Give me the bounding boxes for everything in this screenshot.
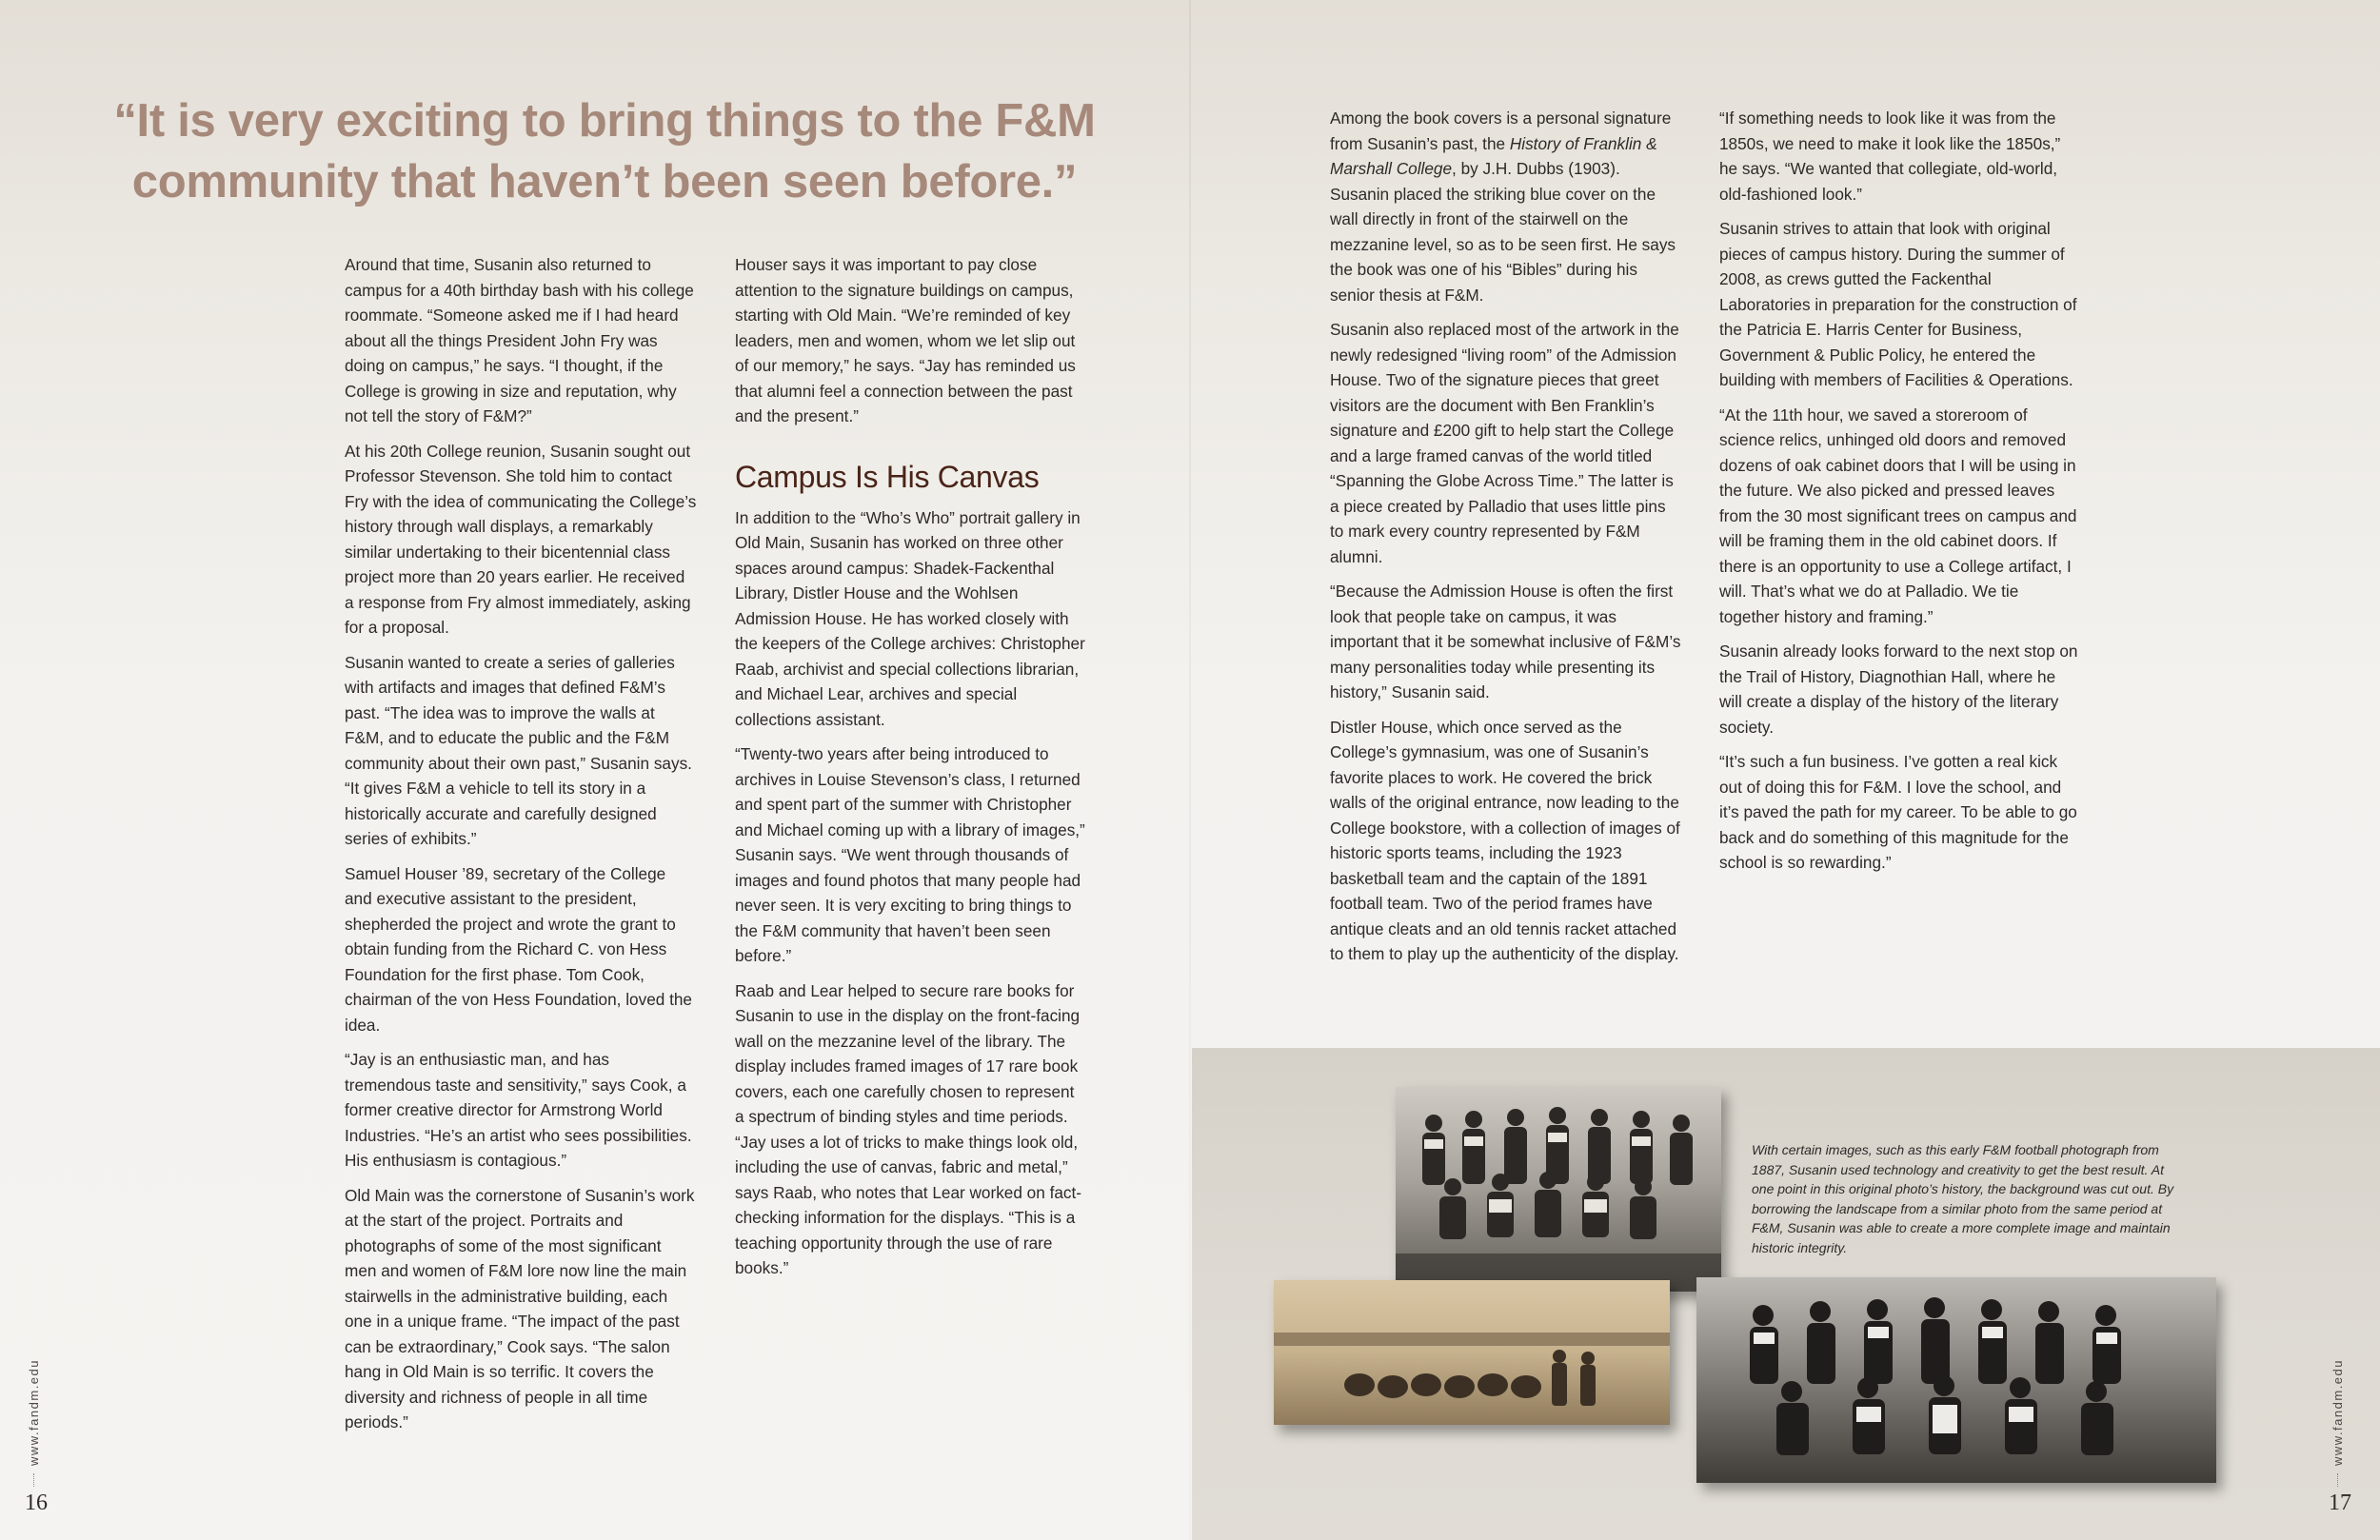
paragraph: “If something needs to look like it was from the 1850s, we need to make it look like the 1850s,” he says. “We wanted that collegiate, old-world, old-fashioned look.” — [1719, 109, 2061, 204]
photo-caption: With certain images, such as this early F&M football photograph from 1887, Susanin used technology and creativity to get the best result. At one point in this original photo’s history, the background was cut out. By borrowing the landscape from a similar photo from the same period at F&M, Susanin was able to create a more complete image and maintain historic integrity. — [1752, 1142, 2174, 1255]
paragraph: Susanin already looks forward to the next stop on the Trail of History, Diagnothian Hall, where he will create a display of the history of the literary society. — [1719, 642, 2078, 737]
football-team-photo-sepia — [1274, 1280, 1670, 1425]
page-number-right: 17 — [2329, 1491, 2351, 1515]
page-number-left: 16 — [25, 1491, 48, 1515]
paragraph-text: , by J.H. Dubbs (1903). Susanin placed the striking blue cover on the wall directly in front of the stairwell on the mezzanine level, so as to be seen first. He says the book was one of his “Bibles” during his senior thesis at F&M. — [1330, 159, 1676, 305]
paragraph — [1330, 106, 1682, 307]
paragraph: Houser says it was important to pay close attention to the signature buildings on campus, starting with Old Main. “We’re reminded of key leaders, men and women, whom we let slip out of our memory,” he says. “Jay has reminded us that alumni feel a connection between the past and the present.” — [735, 255, 1076, 425]
football-team-photo-original — [1396, 1087, 1721, 1292]
paragraph: Susanin also replaced most of the artwork in the newly redesigned “living room” of the Admission House. Two of the signature pieces that greet visitors are the document with Ben Franklin’s signature and £200 gift to help start the College and a large framed canvas of the world titled “Spanning the Globe Across Time.” The latter is a piece created by Palladio that uses little pins to mark every country represented by F&M alumni. — [1330, 320, 1679, 566]
paragraph: In addition to the “Who’s Who” portrait gallery in Old Main, Susanin has worked on three other spaces around campus: Shadek-Fackenthal Library, Distler House and the Wohlsen Admission House. He has worked closely with the keepers of the College archives: Christopher Raab, archivist and special collections librarian, and Michael Lear, archives and special collections assistant. — [735, 507, 1085, 729]
football-team-photo-restored — [1696, 1277, 2216, 1483]
text-column-2 — [735, 252, 1087, 1291]
paragraph: “It’s such a fun business. I’ve gotten a real kick out of doing this for F&M. I love the school, and it’s paved the path for my career. To be able to go back and do something of this magnitude for the school is so rewarding.” — [1719, 752, 2077, 872]
paragraph: “Because the Admission House is often the first look that people take on campus, it was important that it be somewhat inclusive of F&M’s many personalities today while presenting its history,” Susanin said. — [1330, 582, 1681, 701]
paragraph: “At the 11th hour, we saved a storeroom of science relics, unhinged old doors and removed dozens of oak cabinet doors that I will be using in the future. We also picked and pressed leaves from the 30 most significant trees on campus and will be framing them in the old cabinet doors. If there is an opportunity to use a College artifact, I will. That’s what we do at Palladio. We tie together history and framing.” — [1719, 405, 2077, 626]
text-column-4 — [1719, 106, 2081, 885]
paragraph: “Twenty-two years after being introduced to archives in Louise Stevenson’s class, I returned and spent part of the summer with Christopher and Michael coming up with a library of images,” Susanin says. “We went through thousands of images and found photos that many people had never seen. It is very exciting to bring things to the F&M community that haven’t been seen before.” — [735, 744, 1085, 965]
website-url: www.fandm.edu — [2330, 1359, 2345, 1466]
divider — [33, 1473, 35, 1487]
book-title: History of Franklin & Marshall College — [1330, 133, 1657, 178]
paragraph-text: Among the book covers is a personal signature from Susanin’s past, the — [1330, 109, 1672, 153]
paragraph: Susanin strives to attain that look with original pieces of campus history. During the summer of 2008, as crews gutted the Fackenthal Laboratories in preparation for the construction of the Patricia E. Harris Center for Business, Government & Public Policy, he entered the building with members of Facilities & Operations. — [1719, 219, 2077, 389]
section-heading: Campus Is His Canvas — [735, 459, 1040, 494]
paragraph: Around that time, Susanin also returned to campus for a 40th birthday bash with his college roommate. “Someone asked me if I had heard about all the things President John Fry was doing on campus,” he says. “I thought, if the College is growing in size and reputation, why not tell the story of F&M?” — [345, 255, 694, 425]
website-url: www.fandm.edu — [27, 1359, 41, 1466]
paragraph: At his 20th College reunion, Susanin sought out Professor Stevenson. She told him to contact Fry with the idea of communicating the College’s history through wall displays, a remarkably similar undertaking to their bicentennial class project more than 20 years earlier. He received a response from Fry almost immediately, asking for a proposal. — [345, 441, 697, 637]
paragraph: Distler House, which once served as the College’s gymnasium, was one of Susanin’s favorite places to work. He covered the brick walls of the original entrance, now leading to the College bookstore, with a collection of images of historic sports teams, including the 1923 basketball team and the captain of the 1891 football team. Two of the period frames have antique cleats and an old tennis racket attached to them to play up the authenticity of the display. — [1330, 717, 1680, 963]
divider — [2337, 1473, 2339, 1487]
paragraph: Raab and Lear helped to secure rare books for Susanin to use in the display on the front-facing wall on the mezzanine level of the library. The display includes framed images of 17 rare book covers, each one carefully chosen to represent a spectrum of binding styles and time periods. “Jay uses a lot of tricks to make things look old, including the use of canvas, fabric and metal,” says Raab, who notes that Lear worked on fact-checking information for the displays. “This is a teaching opportunity through the use of rare books.” — [735, 980, 1082, 1277]
pull-quote: “It is very exciting to bring things to the F&M community that haven’t been seen before.” — [113, 95, 1096, 207]
text-column-3 — [1330, 106, 1682, 977]
paragraph: “Jay is an enthusiastic man, and has tremendous taste and sensitivity,” says Cook, a former creative director for Armstrong World Industries. “He’s an artist who sees possibilities. His enthusiasm is contagious.” — [345, 1050, 692, 1170]
paragraph: Samuel Houser ’89, secretary of the College and executive assistant to the president, shepherded the project and wrote the grant to obtain funding from the Richard C. von Hess Foundation for the first phase. Tom Cook, chairman of the von Hess Foundation, loved the idea. — [345, 863, 692, 1035]
paragraph: Old Main was the cornerstone of Susanin’s work at the start of the project. Portraits and photographs of some of the most significant men and women of F&M lore now line the main stairwells in the administrative building, each one in a unique frame. “The impact of the past can be extraordinary,” Cook says. “The salon hang in Old Main is so terrific. It covers the diversity and richness of people in all time periods.” — [345, 1185, 695, 1431]
text-column-1 — [345, 252, 697, 1445]
paragraph: Susanin wanted to create a series of galleries with artifacts and images that defined F&M’s past. “The idea was to improve the walls at F&M, and to educate the public and the F&M community about their own past,” Susanin says. “It gives F&M a vehicle to tell its story in a historically accurate and carefully designed series of exhibits.” — [345, 652, 692, 848]
